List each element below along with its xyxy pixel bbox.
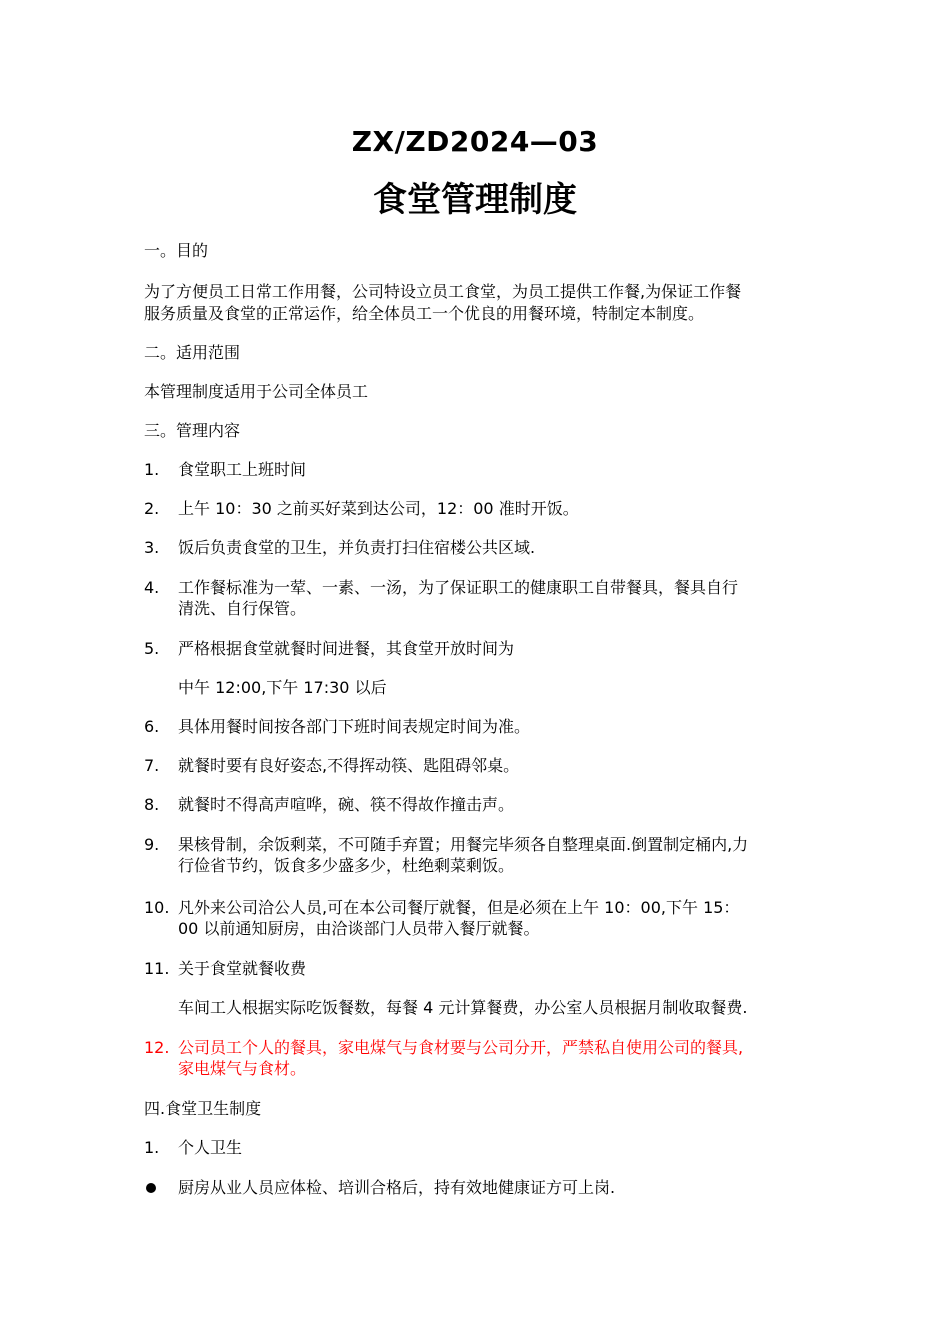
section-heading-content: 三。管理内容: [144, 421, 241, 440]
bullet-item-text: 厨房从业人员应体检、培训合格后，持有效地健康证方可上岗.: [178, 1178, 616, 1197]
fee-note: 车间工人根据实际吃饭餐数，每餐 4 元计算餐费，办公室人员根据月制收取餐费.: [178, 998, 748, 1017]
section-heading-purpose: 一。目的: [144, 241, 209, 260]
list-item-number: 6.: [144, 717, 160, 736]
list-item: [144, 577, 809, 619]
list-item-text-continued: 00 以前通知厨房，由洽谈部门人员带入餐厅就餐。: [178, 919, 540, 938]
list-item-text: 就餐时不得高声喧哗，碗、筷不得故作撞击声。: [178, 795, 515, 814]
list-item-text-continued: 行俭省节约，饭食多少盛多少，杜绝剩菜剩饭。: [178, 856, 515, 875]
list-item: [144, 755, 809, 776]
list-item-number: 1.: [144, 460, 160, 479]
list-item-text-continued: 清洗、自行保管。: [178, 599, 307, 618]
section-heading-hygiene: 四.食堂卫生制度: [144, 1099, 262, 1118]
list-item-number: 11.: [144, 959, 170, 978]
document-title: 食堂管理制度: [373, 180, 577, 220]
list-item-text: 严格根据食堂就餐时间进餐，其食堂开放时间为: [178, 639, 515, 658]
list-item: [144, 958, 809, 979]
list-item-text: 食堂职工上班时间: [178, 460, 307, 479]
list-item-number: 3.: [144, 538, 160, 557]
list-item: [144, 716, 809, 737]
document-code: ZX/ZD2024—03: [351, 125, 599, 158]
list-item-number: 5.: [144, 639, 160, 658]
list-item: [144, 537, 809, 558]
list-item: [144, 638, 809, 659]
section-heading-scope: 二。适用范围: [144, 343, 241, 362]
list-item-number: 1.: [144, 1138, 160, 1157]
list-item-text: 个人卫生: [178, 1138, 243, 1157]
list-item-number: 2.: [144, 499, 160, 518]
list-item-text: 关于食堂就餐收费: [178, 959, 307, 978]
purpose-line-2: 服务质量及食堂的正常运作，给全体员工一个优良的用餐环境，特制定本制度。: [144, 304, 705, 323]
list-item-text-continued: 家电煤气与食材。: [178, 1059, 307, 1078]
list-item-text: 上午 10：30 之前买好菜到达公司，12：00 准时开饭。: [178, 499, 579, 518]
list-item-highlighted: [144, 1037, 809, 1079]
list-item: [144, 897, 809, 939]
list-item-number: 9.: [144, 835, 160, 854]
list-item-text: 具体用餐时间按各部门下班时间表规定时间为准。: [178, 717, 531, 736]
list-item: [144, 834, 809, 876]
opening-hours-note: 中午 12:00,下午 17:30 以后: [178, 678, 387, 697]
list-item-number: 8.: [144, 795, 160, 814]
list-item-number: 12.: [144, 1038, 170, 1057]
list-item-number: 4.: [144, 578, 160, 597]
list-item-text: 公司员工个人的餐具，家电煤气与食材要与公司分开，严禁私自使用公司的餐具,: [178, 1038, 744, 1057]
list-item-text: 就餐时要有良好姿态,不得挥动筷、匙阻碍邻桌。: [178, 756, 520, 775]
list-item-text: 工作餐标准为一荤、一素、一汤，为了保证职工的健康职工自带餐具，餐具自行: [178, 578, 739, 597]
bullet-item: [144, 1177, 809, 1198]
list-item-text: 果核骨制，余饭剩菜，不可随手弃置；用餐完毕须各自整理桌面.倒置制定桶内,力: [178, 835, 749, 854]
list-item: [144, 794, 809, 815]
bullet-icon: [146, 1183, 156, 1193]
scope-text: 本管理制度适用于公司全体员工: [144, 382, 369, 401]
list-item-text: 饭后负责食堂的卫生，并负责打扫住宿楼公共区域.: [178, 538, 536, 557]
list-item: [144, 459, 809, 480]
list-item-number: 7.: [144, 756, 160, 775]
list-item: [144, 1137, 809, 1158]
list-item: [144, 498, 809, 519]
list-item-text: 凡外来公司洽公人员,可在本公司餐厅就餐，但是必须在上午 10：00,下午 15：: [178, 898, 740, 917]
list-item-number: 10.: [144, 898, 170, 917]
purpose-line-1: 为了方便员工日常工作用餐，公司特设立员工食堂，为员工提供工作餐,为保证工作餐: [144, 282, 742, 301]
